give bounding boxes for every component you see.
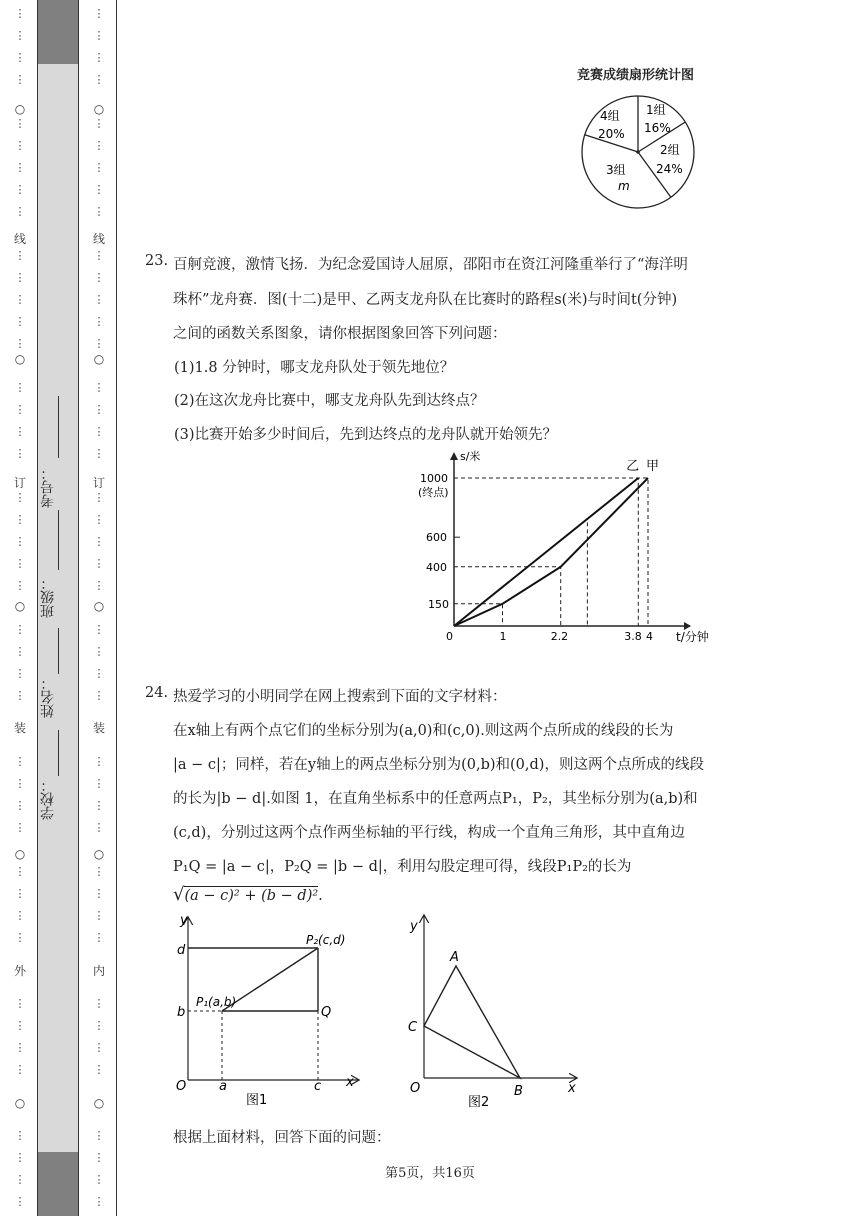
fig1-p2-label: P₂(c,d): [306, 933, 346, 947]
inner-dots: ⋮: [93, 1173, 105, 1186]
fig1-q-label: Q: [321, 1005, 332, 1020]
y-tick-400: 400: [426, 560, 447, 574]
outer-dots: ⋮: [14, 557, 26, 570]
inner-dots: ⋮: [93, 799, 105, 812]
outer-binding-column: [5, 0, 35, 1216]
fig1-d-label: d: [177, 943, 186, 958]
inner-circle-2: ○: [93, 599, 105, 613]
outer-dots: ⋮: [14, 645, 26, 658]
pie-label-group1: 1组: [646, 103, 666, 117]
outer-mark-0: 线: [13, 232, 26, 246]
x-tick-0: 0: [446, 630, 453, 643]
inner-dots: ⋮: [93, 7, 105, 20]
q23-sub-1: (1)1.8 分钟时，哪支龙舟队处于领先地位？: [174, 360, 455, 376]
q24-line-4: 的长为|b − d|.如图 1，在直角坐标系中的任意两点P₁，P₂，其坐标分别为(a,b)和: [173, 791, 698, 807]
inner-circle-1: ○: [93, 352, 105, 366]
outer-dots: ⋮: [14, 931, 26, 944]
inner-dots: ⋮: [93, 997, 105, 1010]
outer-dots: ⋮: [14, 1195, 26, 1208]
q23-line-3: 之间的函数关系图象，请你根据图象回答下列问题：: [173, 326, 507, 342]
x-tick-4: 4: [646, 630, 653, 643]
field-exam-number: 考号：: [40, 466, 56, 508]
outer-dots: ⋮: [14, 337, 26, 350]
outer-dots: ⋮: [14, 777, 26, 790]
x-tick-3: 3.8: [624, 630, 642, 643]
inner-dots: ⋮: [93, 381, 105, 394]
inner-dots: ⋮: [93, 183, 105, 196]
outer-dots: ⋮: [14, 667, 26, 680]
inner-binding-column: [84, 0, 114, 1216]
outer-circle-0: ○: [14, 102, 26, 116]
outer-dots: ⋮: [14, 29, 26, 42]
inner-dots: ⋮: [93, 249, 105, 262]
outer-dots: ⋮: [14, 997, 26, 1010]
outer-dots: ⋮: [14, 205, 26, 218]
outer-dots: ⋮: [14, 161, 26, 174]
strip-top-block: [38, 0, 78, 64]
inner-mark-3: 内: [92, 964, 105, 978]
outer-dots: ⋮: [14, 249, 26, 262]
series-label-yi: 乙: [626, 459, 640, 474]
y-axis-arrow: [450, 452, 458, 460]
inner-dots: ⋮: [93, 161, 105, 174]
outer-dots: ⋮: [14, 117, 26, 130]
inner-dots: ⋮: [93, 1063, 105, 1076]
outer-dots: ⋮: [14, 73, 26, 86]
outer-dots: ⋮: [14, 293, 26, 306]
binding-border: [116, 0, 117, 1216]
inner-dots: ⋮: [93, 535, 105, 548]
outer-dots: ⋮: [14, 887, 26, 900]
inner-dots: ⋮: [93, 51, 105, 64]
outer-dots: ⋮: [14, 579, 26, 592]
fig2-x-label: x: [568, 1081, 576, 1096]
y-tick-600: 600: [426, 531, 447, 545]
inner-dots: ⋮: [93, 403, 105, 416]
outer-dots: ⋮: [14, 7, 26, 20]
fig2-point-b: B: [514, 1084, 523, 1099]
outer-dots: ⋮: [14, 623, 26, 636]
outer-dots: ⋮: [14, 535, 26, 548]
x-axis-arrow: [684, 622, 691, 630]
inner-dots: ⋮: [93, 1019, 105, 1032]
pie-label-group4: 4组: [600, 109, 620, 123]
outer-dots: ⋮: [14, 183, 26, 196]
inner-mark-2: 装: [92, 721, 105, 735]
page-footer: 第5页，共16页: [385, 1166, 475, 1181]
outer-circle-1: ○: [14, 352, 26, 366]
inner-mark-0: 线: [92, 232, 105, 246]
outer-mark-1: 订: [13, 476, 26, 490]
outer-dots: ⋮: [14, 1019, 26, 1032]
field-exam-number-line: [58, 396, 59, 458]
outer-dots: ⋮: [14, 513, 26, 526]
outer-circle-2: ○: [14, 599, 26, 613]
inner-dots: ⋮: [93, 777, 105, 790]
x-axis-label: t/分钟: [676, 630, 709, 644]
inner-dots: ⋮: [93, 293, 105, 306]
inner-dots: ⋮: [93, 29, 105, 42]
fig1-y-label: y: [180, 913, 188, 928]
inner-circle-3: ○: [93, 847, 105, 861]
fig1-a-label: a: [219, 1079, 227, 1094]
race-line-chart: [418, 448, 718, 648]
inner-dots: ⋮: [93, 821, 105, 834]
outer-dots: ⋮: [14, 1151, 26, 1164]
outer-dots: ⋮: [14, 1063, 26, 1076]
fig1-origin: O: [176, 1079, 187, 1094]
outer-mark-2: 装: [13, 721, 26, 735]
y-axis-label: s/米: [460, 450, 481, 463]
student-info-strip: [37, 0, 79, 1216]
outer-dots: ⋮: [14, 1173, 26, 1186]
inner-dots: ⋮: [93, 1151, 105, 1164]
q23-sub-3: (3)比赛开始多少时间后，先到达终点的龙舟队就开始领先？: [174, 427, 558, 443]
pie-label-group3: 3组: [606, 163, 626, 177]
inner-dots: ⋮: [93, 557, 105, 570]
pie-label-group2: 2组: [660, 143, 680, 157]
inner-dots: ⋮: [93, 491, 105, 504]
fig2-point-c: C: [408, 1020, 418, 1035]
inner-dots: ⋮: [93, 73, 105, 86]
inner-dots: ⋮: [93, 623, 105, 636]
pie-value-group4: 20%: [598, 127, 625, 141]
y-tick-note: (终点): [418, 486, 449, 499]
q23-sub-2: (2)在这次龙舟比赛中，哪支龙舟队先到达终点？: [174, 393, 485, 409]
q24-sqrt-expr: (a − c)² + (b − d)²: [184, 888, 319, 904]
fig1-x-label: x: [346, 1075, 354, 1090]
fig1-caption: 图1: [246, 1093, 268, 1108]
inner-dots: ⋮: [93, 447, 105, 460]
outer-dots: ⋮: [14, 689, 26, 702]
outer-circle-4: ○: [14, 1096, 26, 1110]
outer-dots: ⋮: [14, 755, 26, 768]
figure-1: [168, 910, 368, 1110]
q23-line-1: 百舸竞渡，激情飞扬．为纪念爱国诗人屈原，邵阳市在资江河隆重举行了“海洋明: [173, 257, 688, 273]
inner-dots: ⋮: [93, 513, 105, 526]
outer-dots: ⋮: [14, 403, 26, 416]
outer-dots: ⋮: [14, 865, 26, 878]
q24-line-2: 在x轴上有两个点它们的坐标分别为(a,0)和(c,0).则这两个点所成的线段的长为: [173, 723, 674, 739]
inner-circle-4: ○: [93, 1096, 105, 1110]
inner-dots: ⋮: [93, 425, 105, 438]
outer-dots: ⋮: [14, 139, 26, 152]
inner-dots: ⋮: [93, 271, 105, 284]
inner-dots: ⋮: [93, 909, 105, 922]
outer-dots: ⋮: [14, 909, 26, 922]
inner-dots: ⋮: [93, 315, 105, 328]
fig2-point-a: A: [450, 950, 459, 965]
q24-number: 24.: [145, 685, 169, 701]
inner-dots: ⋮: [93, 689, 105, 702]
fig1-p1-label: P₁(a,b): [196, 995, 237, 1009]
field-name-line: [58, 628, 59, 674]
q24-line-6: P₁Q = |a − c|，P₂Q = |b − d|，利用勾股定理可得，线段P₁P₂的长为: [173, 859, 632, 875]
outer-dots: ⋮: [14, 51, 26, 64]
outer-dots: ⋮: [14, 491, 26, 504]
outer-dots: ⋮: [14, 799, 26, 812]
inner-mark-1: 订: [92, 476, 105, 490]
q23-number: 23.: [145, 253, 169, 269]
inner-dots: ⋮: [93, 1195, 105, 1208]
series-label-jia: 甲: [646, 459, 660, 474]
y-tick-150: 150: [428, 597, 449, 611]
inner-dots: ⋮: [93, 887, 105, 900]
inner-dots: ⋮: [93, 931, 105, 944]
pie-title: 竞赛成绩扇形统计图: [577, 68, 695, 83]
q24-after-text: 根据上面材料，回答下面的问题：: [173, 1130, 391, 1146]
outer-dots: ⋮: [14, 821, 26, 834]
fig2-origin: O: [410, 1081, 421, 1096]
guide-g2: [454, 567, 561, 626]
outer-dots: ⋮: [14, 315, 26, 328]
fig1-c-label: c: [314, 1079, 322, 1094]
outer-dots: ⋮: [14, 381, 26, 394]
outer-circle-3: ○: [14, 847, 26, 861]
outer-dots: ⋮: [14, 425, 26, 438]
outer-dots: ⋮: [14, 1129, 26, 1142]
figure-2: [398, 906, 588, 1116]
field-school-line: [58, 730, 59, 776]
q24-line-5: (c,d)，分别过这两个点作两坐标轴的平行线，构成一个直角三角形，其中直角边: [173, 825, 685, 841]
inner-dots: ⋮: [93, 139, 105, 152]
x-tick-2: 2.2: [550, 630, 569, 643]
y-tick-1000: 1000: [420, 472, 448, 485]
fig2-y-label: y: [410, 919, 418, 934]
inner-dots: ⋮: [93, 645, 105, 658]
field-school: 学校：: [40, 778, 56, 820]
outer-dots: ⋮: [14, 1041, 26, 1054]
field-class-line: [58, 510, 59, 570]
outer-dots: ⋮: [14, 271, 26, 284]
series-line-1: [454, 478, 638, 626]
outer-mark-3: 外: [13, 964, 26, 978]
inner-dots: ⋮: [93, 1041, 105, 1054]
binding-margin: [0, 0, 118, 1216]
inner-dots: ⋮: [93, 865, 105, 878]
pie-value-group3: m: [618, 179, 630, 193]
inner-circle-0: ○: [93, 102, 105, 116]
field-class: 班级：: [40, 576, 56, 618]
inner-dots: ⋮: [93, 1129, 105, 1142]
pie-value-group2: 24%: [656, 162, 683, 176]
pie-chart: [578, 92, 698, 212]
q24-sqrt-formula: √(a − c)² + (b − d)².: [173, 884, 323, 905]
inner-dots: ⋮: [93, 337, 105, 350]
inner-dots: ⋮: [93, 579, 105, 592]
q24-line-3: |a − c|；同样，若在y轴上的两点坐标分别为(0,b)和(0,d)，则这两个点所成的线段: [173, 757, 704, 773]
outer-dots: ⋮: [14, 447, 26, 460]
field-name: 姓名：: [40, 676, 56, 718]
inner-dots: ⋮: [93, 117, 105, 130]
q24-line-1: 热爱学习的小明同学在网上搜索到下面的文字材料：: [173, 689, 507, 705]
pie-value-group1: 16%: [644, 121, 671, 135]
q23-line-2: 珠杯”龙舟赛．图(十二)是甲、乙两支龙舟队在比赛时的路程s(米)与时间t(分钟): [173, 292, 678, 308]
inner-dots: ⋮: [93, 755, 105, 768]
x-tick-1: 1: [499, 630, 507, 643]
inner-dots: ⋮: [93, 205, 105, 218]
fig2-caption: 图2: [468, 1095, 490, 1110]
inner-dots: ⋮: [93, 667, 105, 680]
fig1-b-label: b: [177, 1005, 186, 1020]
